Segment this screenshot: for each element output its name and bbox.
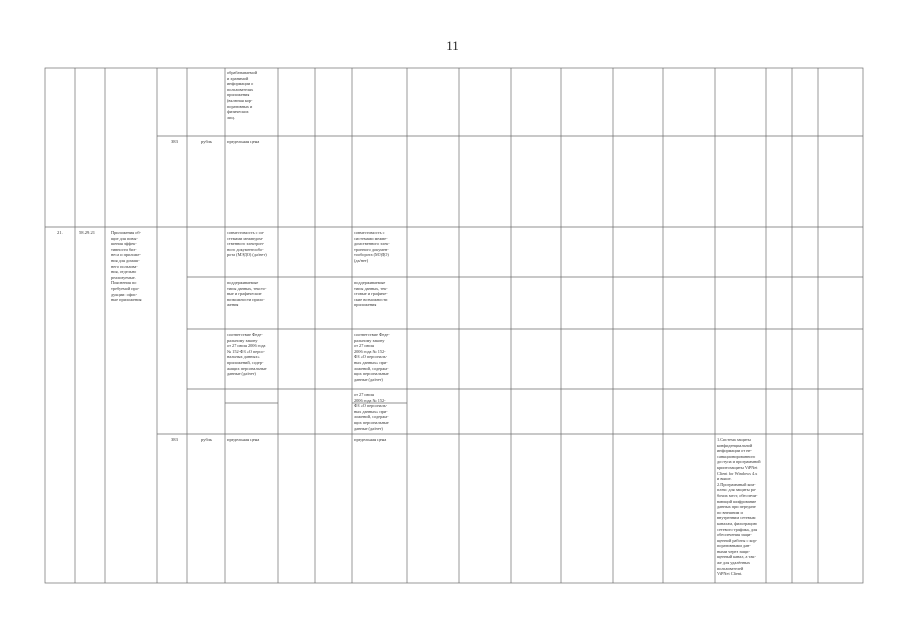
cell-char-2-required: поддерживаемые типы данных, тек- стовые и графиче- ские возможности приложения — [354, 280, 388, 308]
cell-characteristic-price-required-21: предельная цена — [354, 437, 387, 442]
cell-index: 21. — [57, 230, 63, 235]
page-number: 11 — [446, 38, 459, 53]
cell-char-1: совместимость с си- стемами межведом- ственного электрон- ного документообо- рота (МЭДО) (да/нет) — [227, 230, 267, 258]
cell-char-3-required: соответствие Феде- ральному закону от 27 июля 2006 года № 152- ФЗ «О персональ- ных данных» при- ложений, содержа- щих персональные данные (да/нет) — [354, 332, 390, 382]
cell-char-4-required: от 27 июля 2006 года № 152- ФЗ «О персональ- ных данных» при- ложений, содержа- щих персональные данные (да/нет) — [354, 392, 389, 431]
cell-unit-name-21: рубль — [201, 437, 213, 442]
cell-characteristic-continued: обрабатываемой и хранимой информации о пользователях приложения (включая кор- поративных и физических лиц. — [227, 70, 258, 120]
cell-char-2: поддерживаемые типы данных, тексто- вые и графические возможности прило- жения — [227, 280, 267, 308]
cell-unit-name: рубль — [201, 139, 213, 144]
cell-unit-code-21: 383 — [171, 437, 178, 442]
cell-char-3: соответствие Феде- ральному закону от 27 июля 2006 года № 152-ФЗ «О персо- нальных данных» приложений, содер- жащих персональные данные (да/нет) — [227, 332, 267, 377]
cell-characteristic-price: предельная цена — [227, 139, 260, 144]
cell-okpd-code: 58.29.21 — [79, 230, 96, 235]
cell-char-1-required: совместимость с системами межве- домственного элек- тронного докумен- тооборота (МЭДО) (да/нет) — [354, 230, 390, 263]
cell-note-security: 1.Система защиты конфиденциальной информации от не- санкционированного доступа и программной криптозащиты ViPNet Client for Windows 4.х и выше. 2.Программный ком- плекс для защиты ра- бочих мест, обеспечи- вающий шифрование данных при передаче по внешним и внутренним сетевым каналам, фильтрацию сетевого трафика, для обеспечения защи- щенной работы с кор- поративными дан- ными через защи- щенный канал, а так- же для удалённых пользователей ViPNet Client. — [717, 437, 761, 577]
cell-unit-code: 383 — [171, 139, 178, 144]
cell-characteristic-price-21: предельная цена — [227, 437, 260, 442]
cell-product-name: Приложения об- щие для повы- шения эффек- тивности биз- неса и приложе- ния для домаш- него пользова- ния, отдельно реализуемые. Пояснения по требуемой про- дукции: офис- ные приложения — [111, 230, 142, 303]
